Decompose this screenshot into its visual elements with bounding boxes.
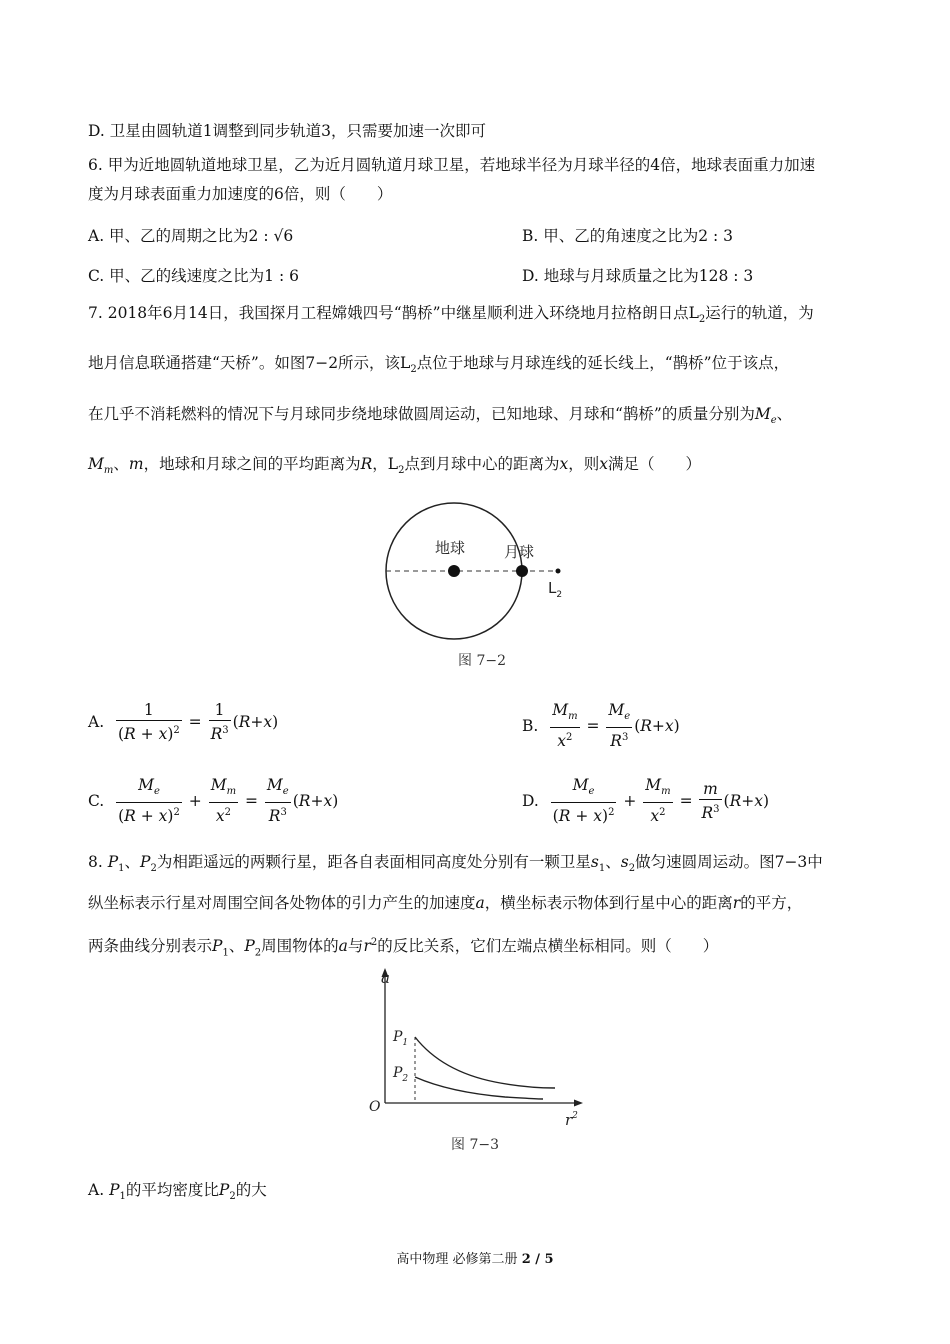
moon-label: 月球 <box>504 543 535 561</box>
q8-option-a: A. $P_1$的平均密度比$P_2$的大 <box>88 1181 267 1203</box>
q6-option-a: A. 甲、乙的周期之比为2 : √6 <box>88 227 294 245</box>
q7-stem-line2: 地月信息联通搭建“天桥”。如图7−2所示，该$L_2$点位于地球与月球连线的延长线上，“鹊桥”位于该点， <box>88 354 790 376</box>
q6-stem-line2: 度为月球表面重力加速度的6倍，则（ ） <box>88 185 393 203</box>
q8-stem-line3: 两条曲线分别表示$P_1$、$P_2$周围物体的a与$r^2$的反比关系，它们左端点横坐标相同。则（ ） <box>88 937 719 959</box>
q7-option-c: C. $\frac{M_e}{(R + x)^2}$ + $\frac{M_m}{x^2}$ = $\frac{M_e}{R^3}$ ( R + x ) <box>88 776 339 826</box>
q6-stem-line1: 6. 甲为近地圆轨道地球卫星，乙为近月圆轨道月球卫星，若地球半径为月球半径的4倍，地球表面重力加速 <box>88 156 816 174</box>
moon-dot <box>516 565 528 577</box>
earth-label: 地球 <box>435 539 466 557</box>
figure-7-2 <box>380 495 580 675</box>
q7-option-d: D. $\frac{M_e}{(R + x)^2}$ + $\frac{M_m}{x^2}$ = $\frac{m}{R^3}$ ( R + x ) <box>522 776 770 826</box>
earth-dot <box>448 565 460 577</box>
figure-7-3 <box>355 965 595 1165</box>
p2-curve <box>415 1077 543 1099</box>
footer-title: 高中物理 必修第二册 <box>396 1252 518 1267</box>
q6-option-b: B. 甲、乙的角速度之比为2 : 3 <box>522 227 734 245</box>
q6-option-d: D. 地球与月球质量之比为128 : 3 <box>522 267 754 285</box>
l2-label: $L_2$ <box>548 579 563 600</box>
l2-point <box>556 569 561 574</box>
q7-option-a: A. $\frac{1}{(R + x)^2}$ = $\frac{1}{R^3}$ ( R + x ) <box>88 701 279 744</box>
q8-stem-line2: 纵坐标表示行星对周围空间各处物体的引力产生的加速度a，横坐标表示物体到行星中心的距离r的平方， <box>88 894 803 912</box>
q6-option-c: C. 甲、乙的线速度之比为1 : 6 <box>88 267 299 285</box>
figure-7-2-caption: 图 7−2 <box>458 653 506 669</box>
page-footer <box>0 1248 950 1267</box>
x-axis-label: $r^2$ <box>565 1111 578 1129</box>
p2-label: $P_2$ <box>393 1065 409 1084</box>
origin-label: O <box>369 1099 381 1115</box>
figure-7-3-caption: 图 7−3 <box>451 1137 499 1153</box>
q7-stem-line3: 在几乎不消耗燃料的情况下与月球同步绕地球做圆周运动，已知地球、月球和“鹊桥”的质量分别为$M_e$、 <box>88 405 793 427</box>
x-axis-arrow <box>574 1100 583 1107</box>
p1-label: $P_1$ <box>393 1029 409 1048</box>
page-number: 2 / 5 <box>521 1252 554 1267</box>
q7-option-b: B. $\frac{M_m}{x^2}$ = $\frac{M_e}{R^3}$ ( R + x ) <box>522 701 680 751</box>
q7-stem-line4: $M_m$、m，地球和月球之间的平均距离为R，$L_2$点到月球中心的距离为x，则x满足（ ） <box>88 455 701 477</box>
q5-option-d: D. 卫星由圆轨道1调整到同步轨道3，只需要加速一次即可 <box>88 122 486 140</box>
q7-stem-line1: 7. 2018年6月14日，我国探月工程嫦娥四号“鹊桥”中继星顺利进入环绕地月拉格朗日点$L_2$运行的轨道，为 <box>88 304 814 326</box>
y-axis-label: a <box>381 969 390 987</box>
p1-curve <box>415 1037 555 1088</box>
q8-stem-line1: 8. $P_1$、$P_2$为相距遥远的两颗行星，距各自表面相同高度处分别有一颗卫星$s_1$、$s_2$做匀速圆周运动。图7−3中 <box>88 853 823 875</box>
